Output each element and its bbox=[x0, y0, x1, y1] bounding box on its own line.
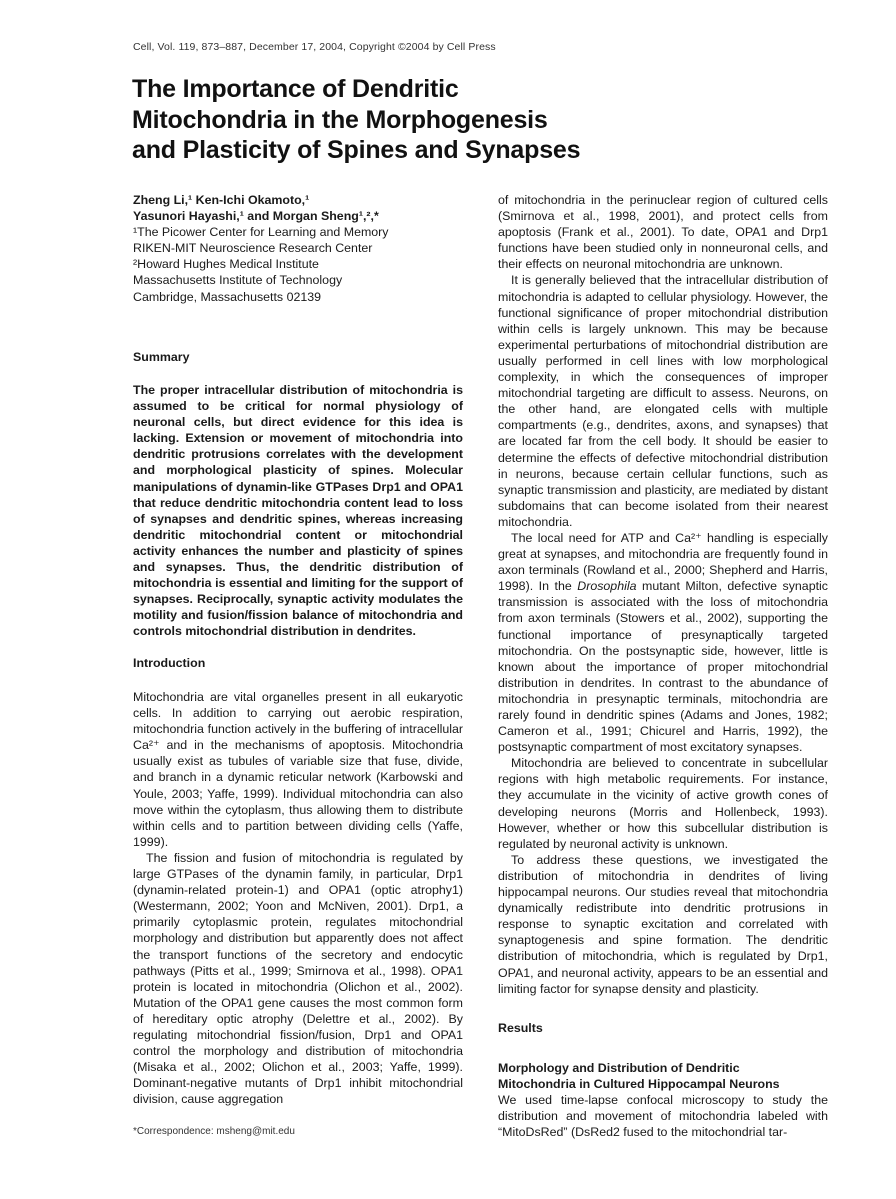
introduction-heading: Introduction bbox=[133, 656, 206, 670]
affiliation: ¹The Picower Center for Learning and Memory bbox=[133, 225, 389, 240]
intro-paragraph-5: Mitochondria are believed to concentrate in subcellular regions with high metabolic requirements. For instance, they accumulate in the vicinity of active growth cones of developing neurons (Morris and Hollenbeck, 1993). However, whether or how this subcellular distribution is regulated by neuronal activity is unknown. bbox=[498, 756, 828, 851]
correspondence-footnote: *Correspondence: msheng@mit.edu bbox=[133, 1126, 295, 1137]
intro-right-column bbox=[498, 192, 828, 1140]
author-line: Zheng Li,¹ Ken-Ichi Okamoto,¹ bbox=[133, 193, 310, 207]
affiliation: Massachusetts Institute of Technology bbox=[133, 273, 343, 288]
intro-paragraph-2: The fission and fusion of mitochondria is regulated by large GTPases of the dynamin family, in particular, Drp1 (dynamin-related protein-1) and OPA1 (optic atrophy1) (Westermann, 2002; Yoon and McNiven, 2001). Drp1, a primarily cytoplasmic protein, regulates mitochondrial morphology and distribution but apparently does not affect the transport functions of the secretory and endocytic pathways (Pitts et al., 1999; Smirnova et al., 1998). OPA1 protein is located in mitochondria (Olichon et al., 2002). Mutation of the OPA1 gene causes the most common form of hereditary optic atrophy (Delettre et al., 2002). By regulating mitochondrial fission/fusion, Drp1 and OPA1 control the morphology and distribution of mitochondria (Misaka et al., 2002; Olichon et al., 2003; Yaffe, 1999). Dominant-negative mutants of Drp1 inhibit mitochondrial division, cause aggregation bbox=[133, 850, 463, 1107]
author-block bbox=[133, 192, 389, 305]
results-paragraph-1: We used time-lapse confocal microscopy to study the distribution and movement of mitochondria labeled with “MitoDsRed” (DsRed2 fused to the mitochondrial tar- bbox=[498, 1092, 828, 1140]
affiliation: RIKEN-MIT Neuroscience Research Center bbox=[133, 241, 373, 256]
title-line: The Importance of Dendritic bbox=[132, 75, 459, 103]
intro-paragraph-4-part-b: mutant Milton, defective synaptic transmission is associated with the loss of mitochondria from axon terminals (Stowers et al., 2002), supporting the functional importance of presynaptically targeted mitochondria. On the postsynaptic side, however, little is known about the importance of proper mitochondrial distribution in dendrites. In contrast to the abundance of mitochondria in presynaptic terminals, mitochondria are rarely found in dendritic spines (Adams and Jones, 1982; Cameron et al., 1991; Chicurel and Harris, 1992), the postsynaptic compartment of most excitatory synapses. bbox=[498, 579, 828, 755]
intro-paragraph-4 bbox=[498, 530, 828, 755]
intro-paragraph-4-part-a: The local need for ATP and Ca²⁺ handling is especially great at synapses, and mitochondria are frequently found in axon terminals (Rowland et al., 2000; Shepherd and Harris, 1998). In the bbox=[498, 530, 828, 594]
intro-paragraph-3: It is generally believed that the intracellular distribution of mitochondria is adapted to cellular physiology. However, the functional significance of proper mitochondrial distribution within cells is largely unknown. This may be because experimental perturbations of mitochondrial distribution are usually performed in cell lines with low morphological complexity, in which the consequences of improper mitochondrial targeting are difficult to assess. Neurons, on the other hand, are elongated cells with multiple compartments (e.g., dendrites, axons, and synapses) that are located far from the cell body. It should be easier to determine the effects of defective mitochondrial distribution in neurons, because certain cellular functions, such as synaptic transmission and plasticity, are mediated by distant subdomains that can become isolated from their nearest mitochondria. bbox=[498, 273, 828, 529]
intro-paragraph-2-continued: of mitochondria in the perinuclear region of cultured cells (Smirnova et al., 1998, 2001), and protect cells from apoptosis (Frank et al., 2001). To date, OPA1 and Drp1 functions have been studied only in nonneuronal cells, and their effects on neuronal mitochondria are unknown. bbox=[498, 193, 828, 272]
summary-heading: Summary bbox=[133, 350, 190, 364]
author-line: Yasunori Hayashi,¹ and Morgan Sheng¹,²,* bbox=[133, 209, 379, 224]
journal-citation: Cell, Vol. 119, 873–887, December 17, 2004, Copyright ©2004 by Cell Press bbox=[133, 41, 496, 53]
intro-left-column bbox=[133, 689, 463, 1107]
subheading-line: Morphology and Distribution of Dendritic bbox=[498, 1060, 740, 1075]
summary-abstract bbox=[133, 382, 463, 640]
affiliation: Cambridge, Massachusetts 02139 bbox=[133, 289, 322, 304]
article-title bbox=[132, 74, 692, 166]
affiliation: ²Howard Hughes Medical Institute bbox=[133, 257, 319, 272]
species-name: Drosophila bbox=[577, 579, 637, 594]
subheading-line: Mitochondria in Cultured Hippocampal Neurons bbox=[498, 1076, 780, 1091]
intro-paragraph-1: Mitochondria are vital organelles present in all eukaryotic cells. In addition to carrying out aerobic respiration, mitochondria function actively in the buffering of intracellular Ca²⁺ and in the mechanisms of apoptosis. Mitochondria usually exist as tubules of variable size that fuse, divide, and branch in a dynamic reticular network (Karbowski and Youle, 2003; Yaffe, 1999). Individual mitochondria can also move within the cytoplasm, thus allowing them to distribute within cells and to partition between dividing cells (Yaffe, 1999). bbox=[133, 690, 463, 849]
intro-paragraph-6: To address these questions, we investigated the distribution of mitochondria in dendrites of living hippocampal neurons. Our studies reveal that mitochondria dynamically redistribute into dendritic protrusions in response to synaptic excitation and correlated with synaptogenesis and spine formation. The dendritic distribution of mitochondria, which is regulated by Drp1, OPA1, and neuronal activity, appears to be an essential and limiting factor for synapse density and plasticity. bbox=[498, 852, 828, 996]
title-line: Mitochondria in the Morphogenesis bbox=[132, 105, 548, 134]
results-subheading bbox=[498, 1060, 828, 1092]
results-heading: Results bbox=[498, 1020, 543, 1035]
abstract-text: The proper intracellular distribution of mitochondria is assumed to be critical for normal physiology of neuronal cells, but direct evidence for this idea is lacking. Extension or movement of mitochondria into dendritic protrusions correlates with the development and morphological plasticity of spines. Molecular manipulations of dynamin-like GTPases Drp1 and OPA1 that reduce dendritic mitochondria content lead to loss of synapses and dendritic spines, whereas increasing dendritic mitochondrial content or mitochondrial activity enhances the number and plasticity of spines and synapses. Thus, the dendritic distribution of mitochondria is essential and limiting for the support of synapses. Reciprocally, synaptic activity modulates the motility and fusion/fission balance of mitochondria and controls mitochondrial distribution in dendrites. bbox=[133, 383, 463, 639]
title-line: and Plasticity of Spines and Synapses bbox=[132, 136, 581, 164]
